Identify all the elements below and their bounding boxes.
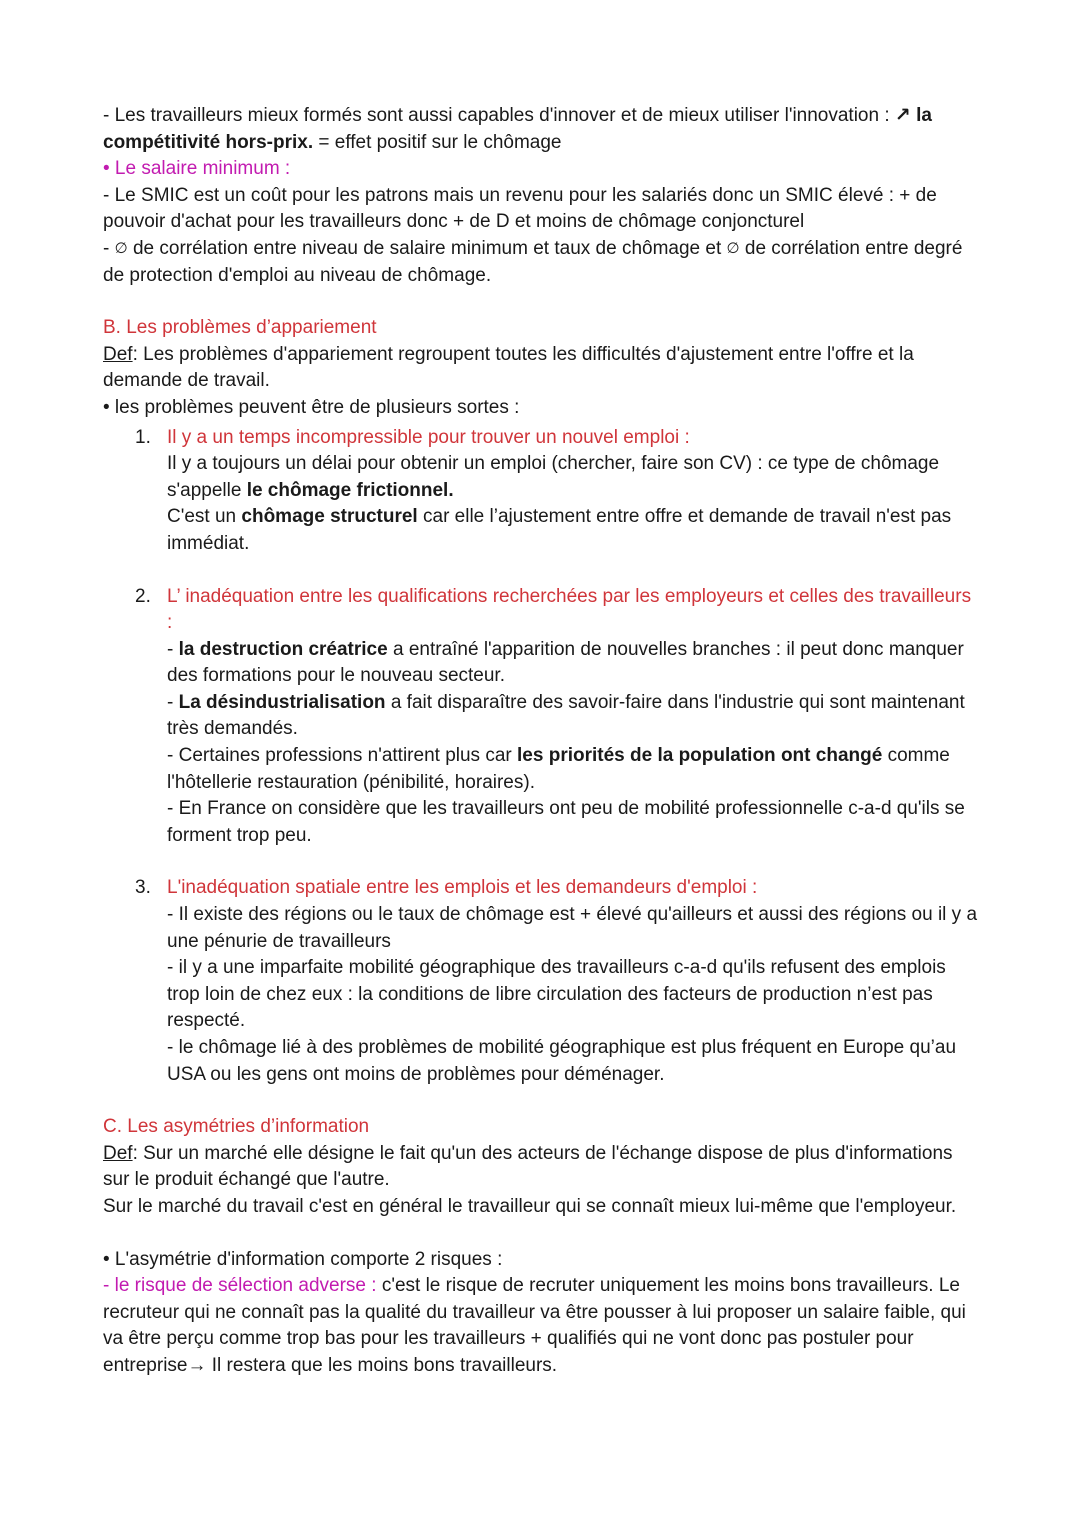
list-item [103, 425, 980, 558]
list-item-text [167, 451, 980, 504]
bold-text: chômage structurel [241, 506, 418, 528]
no-sign-icon: ∅ [726, 239, 740, 257]
list-item-title: L'inadéquation spatiale entre les emplois et les demandeurs d'emploi : [167, 877, 758, 899]
section-c-paragraph: Sur le marché du travail c'est en général le travailleur qui se connaît mieux lui-même que l'employeur. [103, 1195, 957, 1217]
list-item [103, 584, 980, 850]
bold-text: la destruction créatrice [178, 638, 388, 660]
adverse-selection-paragraph [103, 1273, 980, 1379]
section-c-definition [103, 1141, 980, 1194]
list-number: 3. [135, 877, 151, 899]
text: - Les travailleurs mieux formés sont aussi capables d'innover et de mieux utiliser l'innovation : [103, 105, 895, 126]
list-item-text [167, 504, 980, 557]
bold-text: La désindustrialisation [178, 691, 386, 713]
text: car elle l’ajustement entre offre et demande de travail n'est pas immédiat. [167, 506, 952, 554]
bold-text: les priorités de la population ont changé [517, 745, 883, 767]
text: de corrélation entre degré de protection d'emploi au niveau de chômage. [103, 237, 963, 286]
list-item-text [167, 743, 980, 796]
text: - Certaines professions n'attirent plus car [167, 745, 518, 767]
section-b-title: B. Les problèmes d’appariement [103, 317, 377, 339]
text: = effet positif sur le chômage [313, 131, 562, 153]
risk-text: c'est le risque de recruter uniquement les moins bons travailleurs. Le recruteur qui ne connaît pas la qualité du travailleur va être pousser à lui proposer un salaire faible, qui va être perçu comme trop bas pour les travailleurs + qualifiés qui ne vont donc pas postuler pour entreprise→ Il restera que les moins bons travailleurs. [103, 1275, 966, 1376]
smic-line-2 [103, 236, 980, 289]
risk-label: - le risque de sélection adverse : [103, 1275, 377, 1297]
def-label: Def [103, 343, 133, 365]
list-item-text: - il y a une imparfaite mobilité géographique des travailleurs c-a-d qu'ils refusent des emplois trop loin de chez eux : la conditions de libre circulation des facteurs de production n’est pas respecté. [167, 957, 946, 1032]
bold-text: le chômage frictionnel. [246, 479, 454, 501]
def-text: : Sur un marché elle désigne le fait qu'un des acteurs de l'échange dispose de plus d'informations sur le produit échangé que l'autre. [103, 1142, 953, 1191]
text: a entraîné l'apparition de nouvelles branches : il peut donc manquer des formations pour le nouveau secteur. [167, 638, 964, 687]
list-item-text [167, 690, 980, 743]
list-item-text: - Il existe des régions ou le taux de chômage est + élevé qu'ailleurs et aussi des régions ou il y a une pénurie de travailleurs [167, 904, 978, 952]
text: comme l'hôtellerie restauration (pénibilité, horaires). [167, 745, 950, 793]
section-c-title: C. Les asymétries d’information [103, 1116, 370, 1138]
list-item-text: - le chômage lié à des problèmes de mobilité géographique est plus fréquent en Europe qu’au USA ou les gens ont moins de problèmes pour déménager. [167, 1037, 957, 1085]
no-sign-icon: ∅ [114, 239, 128, 257]
list-item-title: Il y a un temps incompressible pour trouver un nouvel emploi : [167, 426, 690, 448]
text: a fait disparaître des savoir-faire dans l'industrie qui sont maintenant très demandés. [167, 691, 965, 740]
list-number: 1. [135, 426, 151, 448]
smic-heading: • Le salaire minimum : [103, 158, 291, 180]
text: - [167, 691, 179, 713]
section-b-definition [103, 342, 980, 395]
text: C'est un [167, 506, 242, 528]
paragraph-innovation [103, 103, 980, 156]
smic-line-1: - Le SMIC est un coût pour les patrons mais un revenu pour les salariés donc un SMIC élevé : + de pouvoir d'achat pour les travailleurs donc + de D et moins de chômage conjoncturel [103, 184, 937, 233]
text: de corrélation entre niveau de salaire minimum et taux de chômage et [127, 237, 727, 259]
def-text: : Les problèmes d'appariement regroupent toutes les difficultés d'ajustement entre l'offre et la demande de travail. [103, 343, 914, 392]
section-c-bullet: • L'asymétrie d'information comporte 2 risques : [103, 1248, 503, 1270]
list-item-title: L’ inadéquation entre les qualifications recherchées par les employeurs et celles des travailleurs : [167, 585, 972, 634]
list-item [103, 875, 980, 1088]
list-number: 2. [135, 585, 151, 607]
arrow-up-icon: ↗ [894, 105, 911, 126]
section-b-bullet: • les problèmes peuvent être de plusieurs sortes : [103, 396, 520, 418]
text: - [103, 237, 115, 259]
text: Il y a toujours un délai pour obtenir un emploi (chercher, faire son CV) : ce type de chômage s'appelle [167, 453, 940, 501]
bold-text: la compétitivité hors-prix. [103, 105, 932, 153]
list-item-text [167, 637, 980, 690]
list-item-text: - En France on considère que les travailleurs ont peu de mobilité professionnelle c-a-d qu'ils se forment trop peu. [167, 798, 965, 846]
text: - [167, 638, 179, 660]
def-label: Def [103, 1142, 133, 1164]
